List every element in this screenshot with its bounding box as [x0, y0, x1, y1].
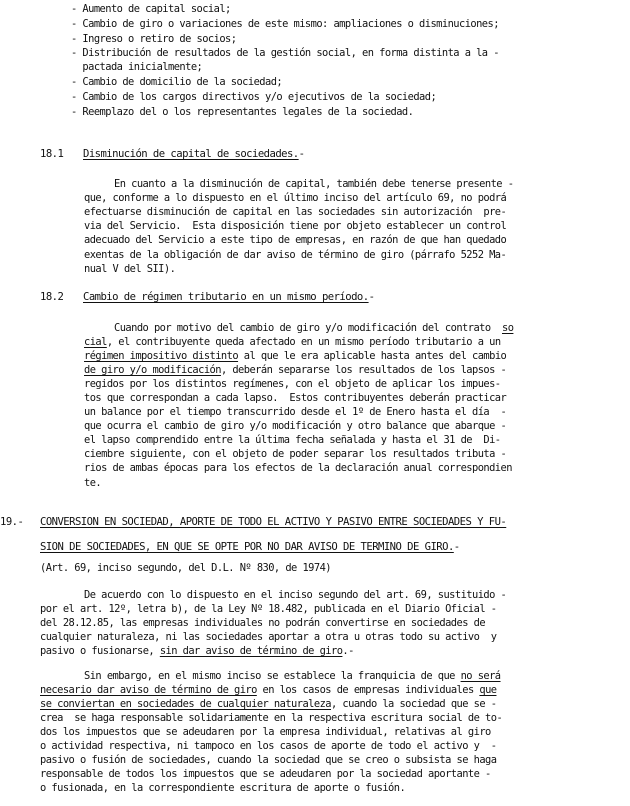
section-number: 19.- [0, 516, 24, 528]
paragraph-line: De acuerdo con lo dispuesto en el inciso segundo del art. 69, sustituido - [84, 589, 507, 601]
paragraph-line: del 28.12.85, las empresas individuales no podrán convertirse en sociedades de [40, 617, 486, 629]
paragraph-line: un balance por el tiempo transcurrido desde el 1º de Enero hasta el día - [84, 406, 507, 418]
paragraph-line: de giro y/o modificación, deberán separarse los resultados de los lapsos - [84, 364, 507, 376]
paragraph-line: exentas de la obligación de dar aviso de término de giro (párrafo 5252 Ma- [84, 249, 507, 261]
paragraph-line: o actividad respectiva, ni tampoco en los casos de aporte de todo el activo y - [40, 740, 497, 752]
paragraph-line: tos que correspondan a cada lapso. Estos contribuyentes deberán practicar [84, 392, 507, 404]
list-item: - Reemplazo del o los representantes legales de la sociedad. [71, 106, 414, 118]
section-title: Disminución de capital de sociedades.- [83, 148, 305, 160]
paragraph-line: régimen impositivo distinto al que le era aplicable hasta antes del cambio [84, 350, 507, 362]
paragraph-line: cualquier naturaleza, ni las sociedades aportar a otra u otras todo su activo y [40, 631, 497, 643]
paragraph-line: se conviertan en sociedades de cualquier naturaleza, cuando la sociedad que se - [40, 698, 497, 710]
section-title: SION DE SOCIEDADES, EN QUE SE OPTE POR NO DAR AVISO DE TERMINO DE GIRO.- [40, 541, 460, 553]
paragraph-line: por el art. 12º, letra b), de la Ley Nº 18.482, publicada en el Diario Oficial - [40, 603, 497, 615]
section-title: Cambio de régimen tributario en un mismo período.- [83, 291, 375, 303]
paragraph-line: via del Servicio. Esta disposición tiene por objeto establecer un control [84, 220, 507, 232]
paragraph-line: te. [84, 477, 102, 489]
list-item: - Distribución de resultados de la gestión social, en forma distinta a la - [71, 47, 499, 59]
paragraph-line: pasivo o fusión de sociedades, cuando la sociedad que se creo o subsista se haga [40, 754, 497, 766]
paragraph-line: crea se haga responsable solidariamente en la respectiva escritura social de to- [40, 712, 503, 724]
list-item: - Cambio de giro o variaciones de este mismo: ampliaciones o disminuciones; [71, 18, 499, 30]
list-item: - Ingreso o retiro de socios; [71, 33, 237, 45]
paragraph-line: Cuando por motivo del cambio de giro y/o modificación del contrato so [114, 322, 514, 334]
paragraph-line: o fusionada, en la correspondiente escritura de aporte o fusión. [40, 782, 406, 794]
paragraph-line: adecuado del Servicio a este tipo de empresas, en razón de que han quedado [84, 234, 507, 246]
paragraph-line: que, conforme a lo dispuesto en el último inciso del artículo 69, no podrá [84, 192, 507, 204]
paragraph-line: responsable de todos los impuestos que se adeudaren por la sociedad aportante - [40, 768, 491, 780]
list-item: pactada inicialmente; [71, 61, 203, 73]
list-item: - Cambio de los cargos directivos y/o ejecutivos de la sociedad; [71, 91, 437, 103]
legal-reference: (Art. 69, inciso segundo, del D.L. Nº 830, de 1974) [40, 562, 331, 574]
list-item: - Cambio de domicilio de la sociedad; [71, 76, 283, 88]
paragraph-line: pasivo o fusionarse, sin dar aviso de término de giro.- [40, 645, 354, 657]
list-item: - Aumento de capital social; [71, 3, 231, 15]
paragraph-line: dos los impuestos que se adeudaren por la empresa individual, relativas al giro [40, 726, 491, 738]
section-title: CONVERSION EN SOCIEDAD, APORTE DE TODO EL ACTIVO Y PASIVO ENTRE SOCIEDADES Y FU- [40, 516, 507, 528]
paragraph-line: necesario dar aviso de término de giro en los casos de empresas individuales que [40, 684, 497, 696]
section-number: 18.2 [40, 291, 64, 303]
section-number: 18.1 [40, 148, 64, 160]
paragraph-line: ciembre siguiente, con el objeto de poder separar los resultados tributa - [84, 448, 507, 460]
paragraph-line: En cuanto a la disminución de capital, también debe tenerse presente - [114, 178, 514, 190]
paragraph-line: Sin embargo, en el mismo inciso se establece la franquicia de que no será [84, 670, 501, 682]
paragraph-line: efectuarse disminución de capital en las sociedades sin autorización pre- [84, 206, 507, 218]
paragraph-line: cial, el contribuyente queda afectado en un mismo período tributario a un [84, 336, 501, 348]
paragraph-line: regidos por los distintos regímenes, con el objeto de aplicar los impues- [84, 378, 501, 390]
paragraph-line: el lapso comprendido entre la última fecha señalada y hasta el 31 de Di- [84, 434, 501, 446]
paragraph-line: nual V del SII). [84, 263, 176, 275]
paragraph-line: rios de ambas épocas para los efectos de la declaración anual correspondien [84, 462, 512, 474]
paragraph-line: que ocurra el cambio de giro y/o modificación y otro balance que abarque - [84, 420, 507, 432]
